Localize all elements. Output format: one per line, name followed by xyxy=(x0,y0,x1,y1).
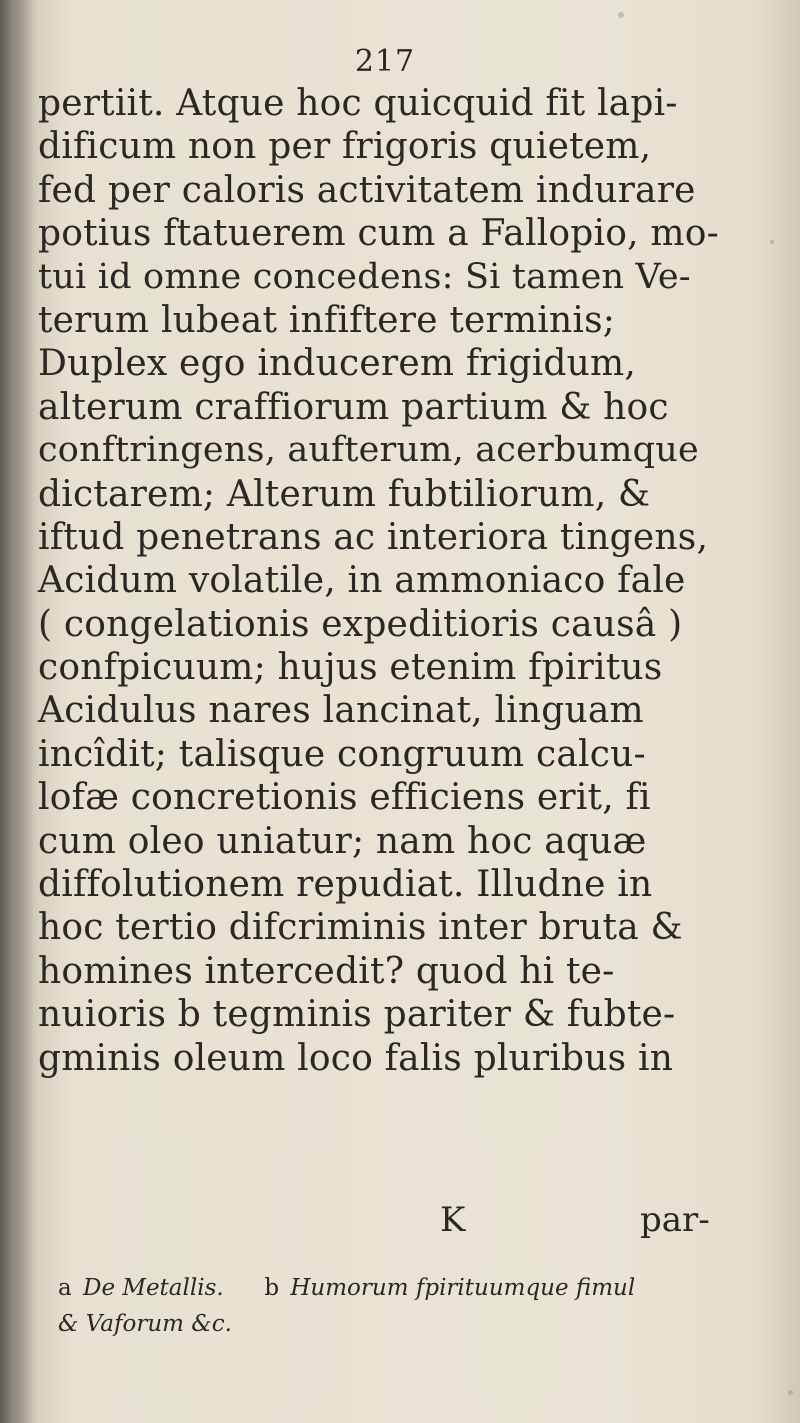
text-line: hoc tertio difcriminis inter bruta & xyxy=(38,907,683,949)
page-number: 217 xyxy=(354,44,416,79)
footnote-b-text: Humorum fpirituumque fimul xyxy=(290,1275,636,1301)
text-line: terum lubeat infiftere terminis; xyxy=(38,299,616,341)
page-footer-line xyxy=(40,1200,770,1244)
footnote-continuation: & Vaforum &c. xyxy=(58,1311,232,1337)
text-line: homines intercedit? quod hi te- xyxy=(38,950,615,992)
footnote-a-text: De Metallis. xyxy=(83,1275,224,1301)
text-line: gminis oleum loco falis pluribus in xyxy=(38,1037,674,1079)
text-line: iftud penetrans ac interiora tingens, xyxy=(38,516,709,558)
text-line: Acidulus nares lancinat, linguam xyxy=(38,690,644,732)
text-line: conftringens, aufterum, acerbumque xyxy=(38,430,699,471)
text-line: tui id omne concedens: Si tamen Ve- xyxy=(38,256,691,297)
body-text xyxy=(38,82,768,1080)
text-line: nuioris b tegminis pariter & fubte- xyxy=(38,994,676,1036)
footnote-b-mark: b xyxy=(264,1275,280,1301)
footnote-a-mark: a xyxy=(58,1275,72,1301)
text-line: ( congelationis expeditioris causâ ) xyxy=(38,603,683,645)
text-line: lofæ concretionis efficiens erit, fi xyxy=(38,777,651,819)
catchword: par- xyxy=(640,1200,710,1240)
page-gutter-shadow xyxy=(0,0,34,1423)
ink-speck xyxy=(788,1390,793,1395)
text-line: fed per caloris activitatem indurare xyxy=(38,169,696,211)
text-line: Acidum volatile, in ammoniaco fale xyxy=(38,560,686,602)
text-line: alterum craffiorum partium & hoc xyxy=(38,386,669,428)
text-line: Duplex ego inducerem frigidum, xyxy=(38,343,637,385)
text-line: dictarem; Alterum fubtiliorum, & xyxy=(38,473,651,515)
text-line: potius ftatuerem cum a Fallopio, mo- xyxy=(38,213,719,255)
footnote-line xyxy=(58,1270,778,1306)
text-line: diffolutionem repudiat. Illudne in xyxy=(38,864,653,906)
text-line: cum oleo uniatur; nam hoc aquæ xyxy=(38,820,647,862)
text-line: incîdit; talisque congruum calcu- xyxy=(38,733,646,775)
ink-speck xyxy=(770,240,774,244)
ink-speck xyxy=(618,12,624,18)
footnotes xyxy=(58,1270,778,1342)
text-line: confpicuum; hujus etenim fpiritus xyxy=(38,647,663,689)
signature-mark: K xyxy=(440,1200,466,1240)
text-line: pertiit. Atque hoc quicquid fit lapi- xyxy=(38,83,678,124)
text-line: dificum non per frigoris quietem, xyxy=(38,126,652,168)
